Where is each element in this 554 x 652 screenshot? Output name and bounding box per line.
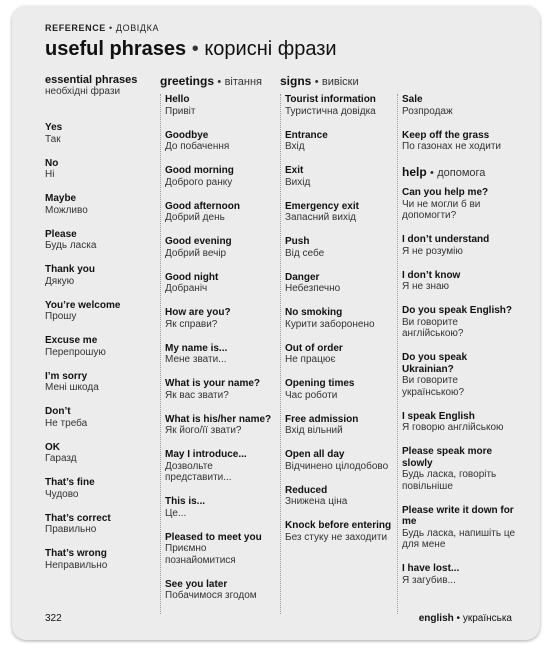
phrase-english: I don’t understand <box>402 234 490 245</box>
phrase-english: See you later <box>165 578 228 590</box>
phrase-entry <box>402 234 520 257</box>
phrase-ukrainian: Неправильно <box>45 559 108 571</box>
phrase-entry <box>45 264 145 287</box>
phrase-english: What is his/her name? <box>165 413 272 425</box>
phrase-ukrainian: Я загубив... <box>402 574 456 586</box>
phrase-english: I don’t know <box>402 269 461 281</box>
footer-lang-en: english <box>418 613 454 624</box>
phrase-english: That’s wrong <box>45 548 107 559</box>
col1-heading-uk: необхідні фрази <box>45 86 121 97</box>
phrase-ukrainian: Курити заборонено <box>285 318 375 330</box>
phrase-english: Can you help me? <box>402 187 489 198</box>
phrase-entry <box>165 378 277 401</box>
section-label-uk: ДОВІДКА <box>115 23 160 33</box>
phrase-entry <box>285 272 397 295</box>
phrase-ukrainian: Доброго ранку <box>165 176 233 188</box>
phrase-entry <box>285 485 397 508</box>
phrase-english: Free admission <box>285 413 359 425</box>
phrase-english: That’s fine <box>45 477 95 488</box>
phrase-entry <box>285 201 397 224</box>
dictionary-page <box>12 6 540 640</box>
phrase-english: Maybe <box>45 193 77 204</box>
page-title-uk: корисні фрази <box>204 38 337 60</box>
phrase-ukrainian: Вхід <box>285 141 305 152</box>
col3-heading-en: signs <box>280 74 312 88</box>
phrase-ukrainian: Гаразд <box>45 453 77 464</box>
phrase-ukrainian: Дякую <box>45 275 75 287</box>
col1-heading-en: essential phrases <box>45 74 138 86</box>
phrase-entry <box>285 94 397 117</box>
phrase-english: What is your name? <box>165 378 261 389</box>
phrase-ukrainian: Будь ласка, напишіть це для мене <box>402 527 516 550</box>
phrase-entry <box>45 477 145 500</box>
phrase-english: Keep off the grass <box>402 129 490 141</box>
phrase-ukrainian: Як справи? <box>165 318 218 330</box>
col1-list <box>45 122 145 584</box>
phrase-entry <box>402 563 520 586</box>
phrase-english: How are you? <box>165 307 231 318</box>
phrase-ukrainian: Прошу <box>45 311 77 322</box>
phrase-entry <box>165 343 277 366</box>
phrase-ukrainian: Правильно <box>45 524 97 535</box>
phrase-ukrainian: Добрий день <box>165 212 225 223</box>
phrase-ukrainian: Можливо <box>45 204 88 216</box>
phrase-ukrainian: Мені шкода <box>45 382 99 393</box>
page-title <box>45 38 337 61</box>
phrase-ukrainian: Не треба <box>45 417 88 429</box>
phrase-english: Pleased to meet you <box>165 531 262 543</box>
phrase-ukrainian: Ні <box>45 169 55 180</box>
phrase-ukrainian: Від себе <box>285 247 325 259</box>
section-label-en: REFERENCE <box>45 23 106 33</box>
col2-heading-uk: вітання <box>224 76 262 88</box>
phrase-english: Hello <box>165 94 190 105</box>
phrase-english: Yes <box>45 122 63 133</box>
phrase-entry <box>165 272 277 295</box>
phrase-entry <box>45 158 145 181</box>
phrase-entry <box>165 414 277 437</box>
phrase-english: No smoking <box>285 307 343 318</box>
phrase-entry <box>285 449 397 472</box>
phrase-ukrainian: Дозвольте представити... <box>165 460 232 483</box>
phrase-entry <box>165 532 277 567</box>
phrase-english: Do you speak English? <box>402 305 513 316</box>
phrase-entry <box>45 229 145 252</box>
phrase-english: Do you speak Ukrainian? <box>402 352 468 375</box>
phrase-entry <box>402 446 520 492</box>
phrase-ukrainian: Я не розумію <box>402 245 463 257</box>
phrase-english: Opening times <box>285 378 355 389</box>
col4-heading <box>402 165 520 179</box>
phrase-entry <box>285 307 397 330</box>
phrase-english: Tourist information <box>285 94 376 105</box>
phrase-english: Don’t <box>45 406 71 417</box>
phrase-english: My name is... <box>165 342 228 354</box>
phrase-entry <box>165 165 277 188</box>
phrase-entry <box>45 193 145 216</box>
phrase-english: I’m sorry <box>45 370 88 382</box>
phrase-ukrainian: Запасний вихід <box>285 212 357 223</box>
col2-list <box>160 94 277 614</box>
col2-heading <box>160 74 262 88</box>
phrase-entry <box>45 513 145 536</box>
phrase-english: Push <box>285 236 310 247</box>
col3-heading-separator: • <box>314 76 319 88</box>
phrase-ukrainian: До побачення <box>165 141 230 152</box>
phrase-entry <box>285 414 397 437</box>
phrase-ukrainian: Будь ласка <box>45 240 97 251</box>
phrase-ukrainian: Побачимося згодом <box>165 590 257 601</box>
phrase-ukrainian: Вихід <box>285 176 311 188</box>
phrase-english: Please write it down for me <box>402 504 514 527</box>
phrase-entry <box>285 343 397 366</box>
col4-list <box>397 94 520 614</box>
phrase-ukrainian: Перепрошую <box>45 346 106 358</box>
phrase-entry <box>45 300 145 323</box>
phrase-ukrainian: Приємно познайомитися <box>165 543 236 566</box>
col4-heading-uk: допомога <box>437 167 486 179</box>
footer-language <box>419 613 512 624</box>
phrase-entry <box>402 187 520 222</box>
phrase-entry <box>402 505 520 551</box>
footer-separator: • <box>456 613 461 624</box>
phrase-english: Good evening <box>165 236 232 247</box>
phrase-ukrainian: Я не знаю <box>402 281 450 292</box>
phrase-entry <box>402 411 520 434</box>
phrase-english: Danger <box>285 271 320 283</box>
phrase-entry <box>45 406 145 429</box>
phrase-entry <box>165 496 277 519</box>
phrase-english: I speak English <box>402 410 475 422</box>
phrase-entry <box>165 449 277 484</box>
phrase-english: Please <box>45 228 77 240</box>
phrase-ukrainian: Ви говорите англійською? <box>402 316 464 339</box>
phrase-english: Good night <box>165 271 219 283</box>
phrase-entry <box>45 371 145 394</box>
page-title-en: useful phrases <box>45 38 187 60</box>
phrase-entry <box>402 94 520 117</box>
phrase-english: Excuse me <box>45 335 98 346</box>
col3-heading-uk: вивіски <box>321 76 359 88</box>
phrase-ukrainian: Привіт <box>165 105 196 117</box>
phrase-ukrainian: Час роботи <box>285 389 338 401</box>
phrase-ukrainian: Небезпечно <box>285 283 341 294</box>
phrase-ukrainian: По газонах не ходити <box>402 141 501 152</box>
col1-heading <box>45 74 145 98</box>
section-separator: • <box>109 23 113 33</box>
phrase-entry <box>165 94 277 117</box>
phrase-english: This is... <box>165 496 206 507</box>
phrase-english: Goodbye <box>165 129 209 141</box>
phrase-english: Exit <box>285 165 304 176</box>
phrase-entry <box>165 579 277 602</box>
phrase-english: Please speak more slowly <box>402 446 493 469</box>
phrase-entry <box>402 305 520 340</box>
phrase-ukrainian: Відчинено цілодобово <box>285 460 389 472</box>
col2-heading-separator: • <box>217 76 222 88</box>
phrase-entry <box>285 130 397 153</box>
phrase-english: I have lost... <box>402 563 460 574</box>
phrase-english: Open all day <box>285 449 345 460</box>
phrase-entry <box>165 201 277 224</box>
phrase-entry <box>45 442 145 465</box>
phrase-ukrainian: Без стуку не заходити <box>285 531 388 543</box>
phrase-english: OK <box>45 441 60 453</box>
phrase-english: Out of order <box>285 342 343 354</box>
phrase-english: Good morning <box>165 165 234 176</box>
phrase-ukrainian: Як його/її звати? <box>165 425 242 436</box>
phrase-entry <box>402 130 520 153</box>
phrase-english: That’s correct <box>45 512 111 524</box>
phrase-english: Reduced <box>285 484 328 496</box>
phrase-ukrainian: Вхід вільний <box>285 425 343 436</box>
col3-heading <box>280 74 359 88</box>
phrase-entry <box>165 130 277 153</box>
phrase-ukrainian: Не працює <box>285 354 336 365</box>
phrase-english: Sale <box>402 94 423 105</box>
col4-heading-en: help <box>402 165 427 179</box>
phrase-entry <box>285 378 397 401</box>
phrase-entry <box>165 236 277 259</box>
phrase-entry <box>165 307 277 330</box>
phrase-ukrainian: Я говорю англійською <box>402 422 504 433</box>
col3-list <box>280 94 397 614</box>
phrase-english: No <box>45 157 59 169</box>
phrase-ukrainian: Туристична довідка <box>285 105 376 117</box>
phrase-entry <box>402 270 520 293</box>
phrase-english: Good afternoon <box>165 200 240 212</box>
phrase-entry <box>402 352 520 398</box>
phrase-entry <box>45 122 145 145</box>
phrase-ukrainian: Чудово <box>45 488 79 500</box>
phrase-ukrainian: Розпродаж <box>402 105 453 117</box>
phrase-entry <box>285 520 397 543</box>
phrase-ukrainian: Добраніч <box>165 283 208 294</box>
phrase-entry <box>45 335 145 358</box>
page-number: 322 <box>45 613 62 624</box>
phrase-ukrainian: Ви говорите українською? <box>402 375 465 398</box>
phrase-english: Emergency exit <box>285 200 359 212</box>
phrase-entry <box>285 165 397 188</box>
phrase-ukrainian: Будь ласка, говоріть повільніше <box>402 469 497 492</box>
phrase-english: Knock before entering <box>285 520 392 531</box>
phrase-english: Entrance <box>285 129 328 141</box>
phrase-ukrainian: Так <box>45 133 61 145</box>
phrase-ukrainian: Знижена ціна <box>285 496 348 507</box>
phrase-entry <box>45 548 145 571</box>
phrase-ukrainian: Чи не могли б ви допомогти? <box>402 198 481 221</box>
footer-lang-uk: українська <box>462 613 512 624</box>
phrase-ukrainian: Добрий вечір <box>165 247 227 259</box>
phrase-english: Thank you <box>45 264 96 275</box>
page-title-separator: • <box>191 38 199 60</box>
phrase-entry <box>285 236 397 259</box>
phrase-english: May I introduce... <box>165 449 247 460</box>
col2-heading-en: greetings <box>160 74 215 88</box>
phrase-ukrainian: Як вас звати? <box>165 389 229 401</box>
phrase-ukrainian: Мене звати... <box>165 354 227 365</box>
phrase-english: You’re welcome <box>45 299 121 311</box>
phrase-ukrainian: Це... <box>165 507 187 519</box>
section-label <box>45 23 159 33</box>
col4-heading-separator: • <box>430 167 434 179</box>
